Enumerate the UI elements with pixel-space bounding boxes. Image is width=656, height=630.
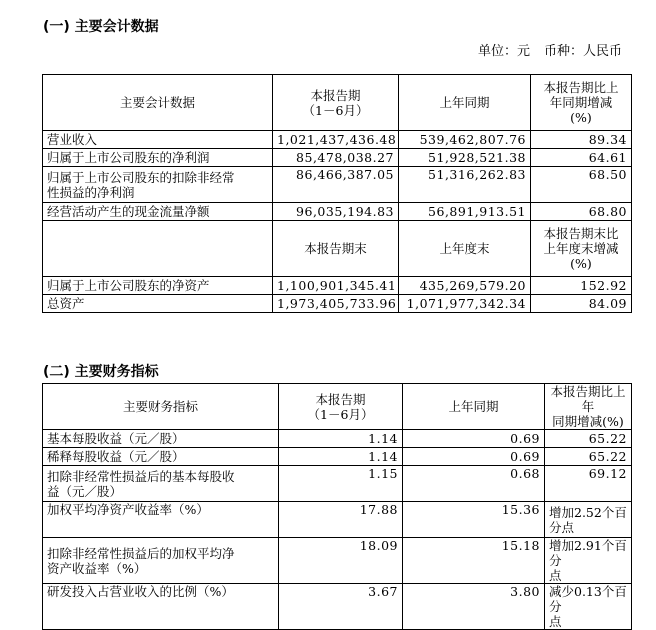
change-value: 69.12 <box>545 466 632 502</box>
header-cell: 主要会计数据 <box>43 75 273 131</box>
current-value: 96,035,194.83 <box>273 203 399 221</box>
change-value: 152.92 <box>531 277 632 295</box>
table-header-row <box>43 75 632 131</box>
row-label: 归属于上市公司股东的扣除非经常 性损益的净利润 <box>43 167 273 203</box>
current-value: 1,021,437,436.48 <box>273 131 399 149</box>
table-row <box>43 277 632 295</box>
header-cell: 上年同期 <box>399 75 531 131</box>
change-value: 65.22 <box>545 430 632 448</box>
empty-cell <box>43 221 273 277</box>
prior-value: 51,928,521.38 <box>399 149 531 167</box>
change-value: 减少0.13个百分 点 <box>545 584 632 630</box>
current-value: 85,478,038.27 <box>273 149 399 167</box>
row-label: 加权平均净资产收益率（%） <box>43 502 279 538</box>
table-row <box>43 538 632 584</box>
table-row <box>43 448 632 466</box>
prior-value: 0.69 <box>403 448 545 466</box>
header-cell: 本报告期 （1－6月） <box>279 384 403 430</box>
prior-value: 0.68 <box>403 466 545 502</box>
current-value: 1.14 <box>279 430 403 448</box>
key-accounting-data-table <box>42 74 632 313</box>
table-row <box>43 584 632 630</box>
current-value: 1.15 <box>279 466 403 502</box>
prior-value: 15.18 <box>403 538 545 584</box>
prior-value: 0.69 <box>403 430 545 448</box>
unit-label: 单位：元 <box>478 44 531 59</box>
row-label: 营业收入 <box>43 131 273 149</box>
table-row <box>43 466 632 502</box>
table-row <box>43 295 632 313</box>
currency-label: 币种：人民币 <box>544 44 623 59</box>
row-label: 经营活动产生的现金流量净额 <box>43 203 273 221</box>
key-financial-indicators-table <box>42 383 632 630</box>
section1-title: (一) 主要会计数据 <box>43 19 159 35</box>
table-row <box>43 149 632 167</box>
current-value: 17.88 <box>279 502 403 538</box>
change-value: 64.61 <box>531 149 632 167</box>
change-value: 89.34 <box>531 131 632 149</box>
section2-title: (二) 主要财务指标 <box>43 364 159 380</box>
header-cell: 上年度末 <box>399 221 531 277</box>
row-label: 归属于上市公司股东的净利润 <box>43 149 273 167</box>
prior-value: 15.36 <box>403 502 545 538</box>
header-cell: 本报告期 （1－6月） <box>273 75 399 131</box>
prior-value: 539,462,807.76 <box>399 131 531 149</box>
table-row <box>43 430 632 448</box>
table-row <box>43 131 632 149</box>
current-value: 18.09 <box>279 538 403 584</box>
change-value: 68.80 <box>531 203 632 221</box>
header-cell: 主要财务指标 <box>43 384 279 430</box>
prior-value: 56,891,913.51 <box>399 203 531 221</box>
header-cell: 本报告期末 <box>273 221 399 277</box>
prior-value: 435,269,579.20 <box>399 277 531 295</box>
change-value: 68.50 <box>531 167 632 203</box>
row-label: 基本每股收益（元／股） <box>43 430 279 448</box>
row-label: 扣除非经常性损益后的基本每股收 益（元／股） <box>43 466 279 502</box>
header-cell: 本报告期末比 上年度末增减 (%) <box>531 221 632 277</box>
prior-value: 3.80 <box>403 584 545 630</box>
change-value: 84.09 <box>531 295 632 313</box>
change-value: 增加2.91个百分 点 <box>545 538 632 584</box>
current-value: 1.14 <box>279 448 403 466</box>
row-label: 归属于上市公司股东的净资产 <box>43 277 273 295</box>
unit-line <box>478 40 622 59</box>
prior-value: 51,316,262.83 <box>399 167 531 203</box>
current-value: 1,100,901,345.41 <box>273 277 399 295</box>
table-row <box>43 502 632 538</box>
row-label: 扣除非经常性损益后的加权平均净 资产收益率（%） <box>43 538 279 584</box>
row-label: 总资产 <box>43 295 273 313</box>
current-value: 1,973,405,733.96 <box>273 295 399 313</box>
change-value: 65.22 <box>545 448 632 466</box>
header-cell: 本报告期比上 年同期增减 (%) <box>531 75 632 131</box>
current-value: 86,466,387.05 <box>273 167 399 203</box>
header-cell: 上年同期 <box>403 384 545 430</box>
current-value: 3.67 <box>279 584 403 630</box>
header-cell: 本报告期比上年 同期增减(%) <box>545 384 632 430</box>
table-row <box>43 203 632 221</box>
row-label: 研发投入占营业收入的比例（%） <box>43 584 279 630</box>
row-label: 稀释每股收益（元／股） <box>43 448 279 466</box>
table-row <box>43 167 632 203</box>
table-header-row <box>43 384 632 430</box>
prior-value: 1,071,977,342.34 <box>399 295 531 313</box>
change-value: 增加2.52个百 分点 <box>545 502 632 538</box>
table-subheader-row <box>43 221 632 277</box>
